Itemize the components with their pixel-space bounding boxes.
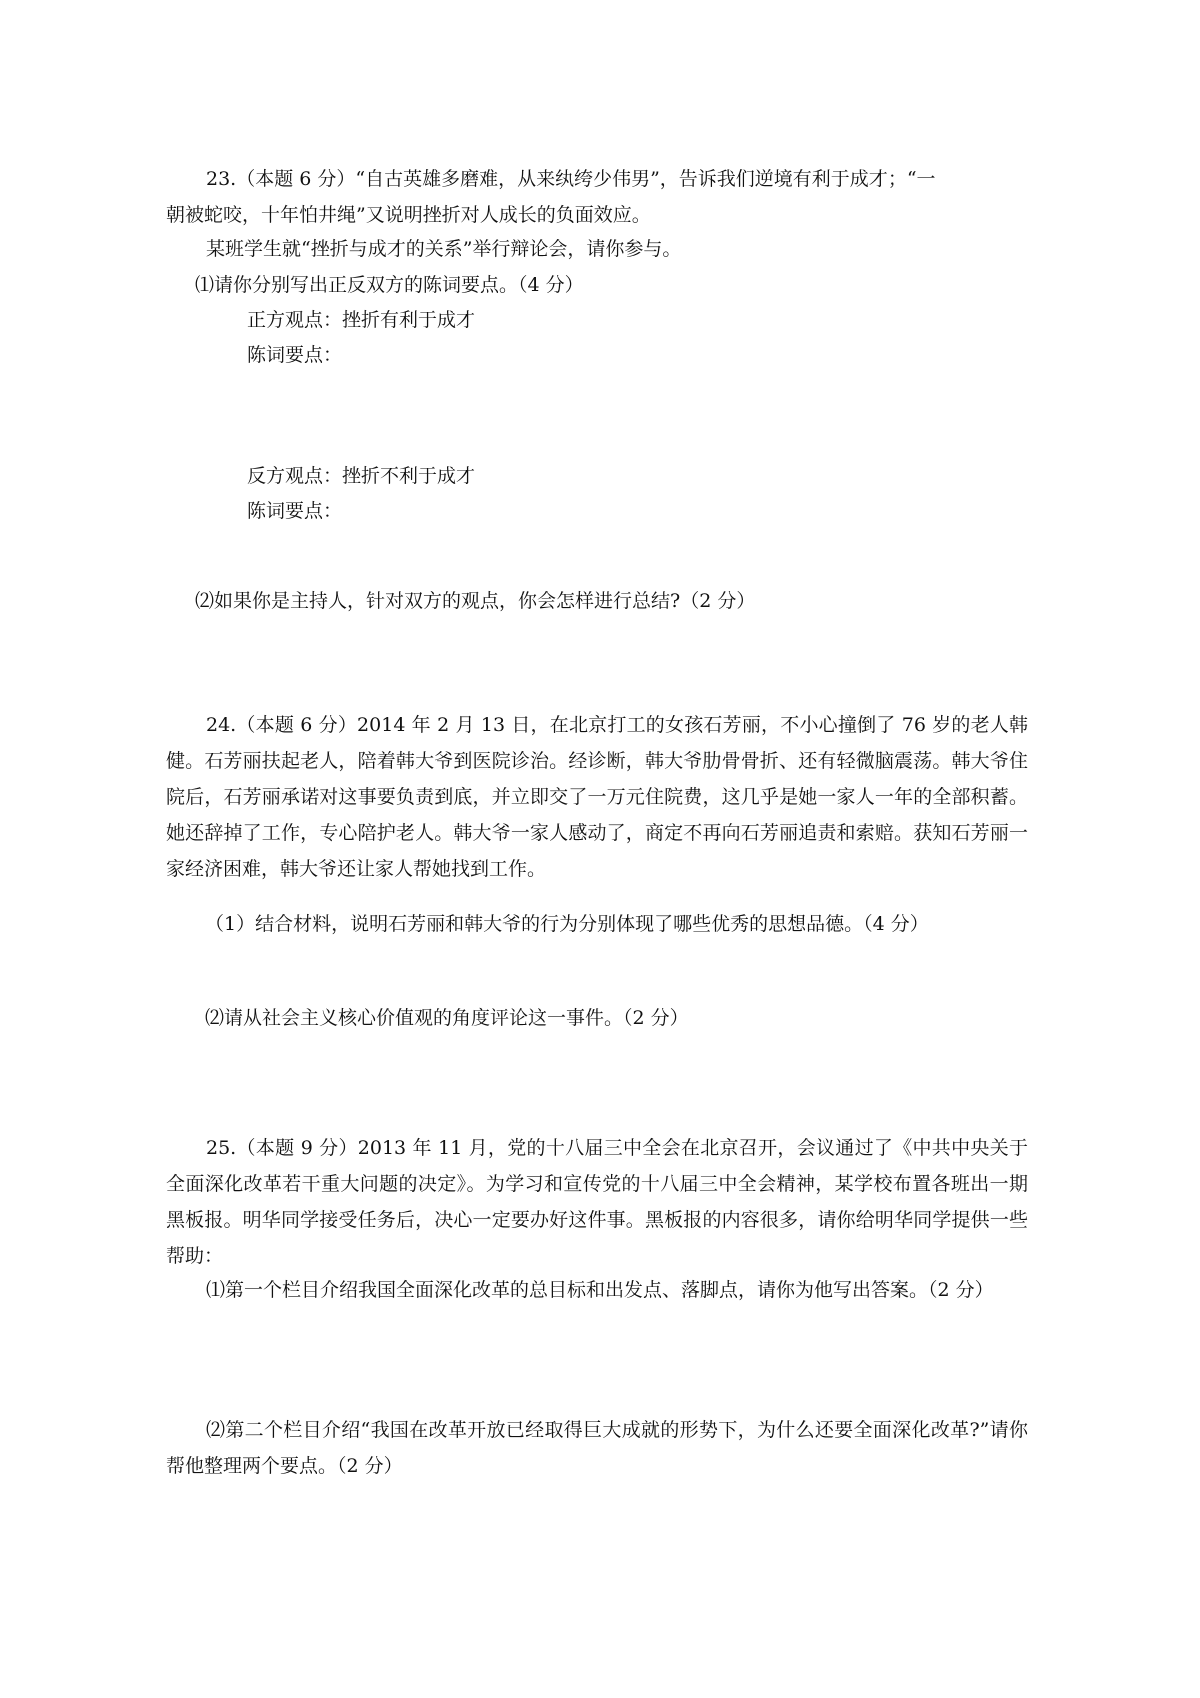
q23-pro-view: 正方观点：挫折有利于成才 bbox=[247, 309, 476, 331]
q24-sub-question-2: ⑵请从社会主义核心价值观的角度评论这一事件。（2 分） bbox=[205, 1007, 689, 1029]
q23-con-view: 反方观点：挫折不利于成才 bbox=[247, 465, 476, 487]
q24-sub-question-1: （1）结合材料，说明石芳丽和韩大爷的行为分别体现了哪些优秀的思想品德。（4 分） bbox=[205, 913, 929, 935]
q25-paragraph: 25.（本题 9 分）2013 年 11 月，党的十八届三中全会在北京召开，会议通过了《中共中央关于全面深化改革若干重大问题的决定》。为学习和宣传党的十八届三中全会精神，某学校布置各班出一期黑板报。明华同学接受任务后，决心一定要办好这件事。黑板报的内容很多，请你给明华同学提供一些帮助： bbox=[166, 1137, 1028, 1267]
q25-sub-question-1: ⑴第一个栏目介绍我国全面深化改革的总目标和出发点、落脚点，请你为他写出答案。（2 分） bbox=[206, 1279, 994, 1301]
q23-con-points-label: 陈词要点： bbox=[247, 500, 343, 522]
q24-paragraph: 24.（本题 6 分）2014 年 2 月 13 日，在北京打工的女孩石芳丽，不小心撞倒了 76 岁的老人韩健。石芳丽扶起老人，陪着韩大爷到医院诊治。经诊断，韩大爷肋骨骨折、还有轻微脑震荡。韩大爷住院后，石芳丽承诺对这事要负责到底，并立即交了一万元住院费，这几乎是她一家人一年的全部积蓄。她还辞掉了工作，专心陪护老人。韩大爷一家人感动了，商定不再向石芳丽追责和索赔。获知石芳丽一家经济困难，韩大爷还让家人帮她找到工作。 bbox=[166, 714, 1028, 880]
q23-line-1: 23.（本题 6 分）“自古英雄多磨难，从来纨绔少伟男”，告诉我们逆境有利于成才；“一 bbox=[206, 168, 936, 190]
q23-line-2: 朝被蛇咬，十年怕井绳”又说明挫折对人成长的负面效应。 bbox=[166, 204, 651, 226]
q25-sub-question-2: ⑵第二个栏目介绍“我国在改革开放已经取得巨大成就的形势下，为什么还要全面深化改革?”请你帮他整理两个要点。（2 分） bbox=[166, 1419, 1028, 1477]
q23-sub-question-1: ⑴请你分别写出正反双方的陈词要点。（4 分） bbox=[195, 274, 584, 296]
q23-pro-points-label: 陈词要点： bbox=[247, 344, 343, 366]
q23-intro: 某班学生就“挫折与成才的关系”举行辩论会，请你参与。 bbox=[206, 238, 682, 260]
q23-sub-question-2: ⑵如果你是主持人，针对双方的观点，你会怎样进行总结?（2 分） bbox=[195, 590, 756, 612]
